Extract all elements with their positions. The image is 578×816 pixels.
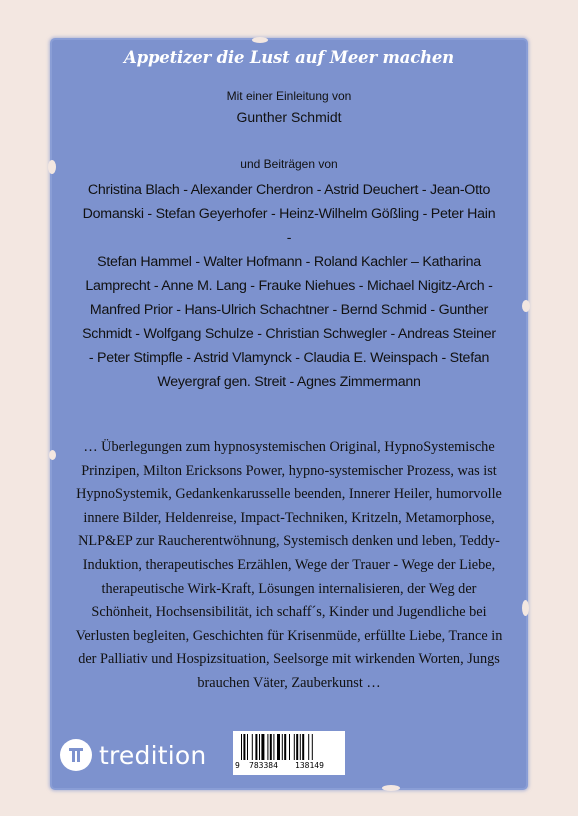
barcode-bar xyxy=(282,734,283,760)
blurb-line: Schönheit, Hochsensibilität, ich schaff´s, Kinder und Jugendliche bei xyxy=(91,604,487,621)
barcode-bar xyxy=(270,734,272,760)
barcode-bar xyxy=(312,734,313,760)
topics-blurb xyxy=(60,436,518,696)
barcode-bar xyxy=(255,734,257,760)
barcode-bar xyxy=(252,734,253,760)
contributions-line: und Beiträgen von xyxy=(240,157,338,171)
barcode-bars xyxy=(241,734,337,760)
barcode-bar xyxy=(284,734,286,760)
barcode-bar xyxy=(302,734,304,760)
barcode-bar xyxy=(261,734,264,760)
blurb-line: Verlusten begleiten, Geschichten für Krisenmüde, erfüllte Liebe, Trance in xyxy=(75,627,503,644)
barcode-bar xyxy=(296,734,298,760)
isbn-right-group: 138149 xyxy=(295,761,324,770)
barcode-bar xyxy=(247,734,248,760)
contributor-line: Stefan Hammel - Walter Hofmann - Roland Kachler – Katharina xyxy=(97,254,481,270)
barcode-bar xyxy=(289,734,290,760)
contributor-line: Lamprecht - Anne M. Lang - Frauke Niehues - Michael Nigitz-Arch - xyxy=(85,278,493,294)
barcode-bar xyxy=(267,734,268,760)
barcode-bar xyxy=(300,734,301,760)
editor-name: Gunther Schmidt xyxy=(236,109,342,125)
contributor-list xyxy=(80,178,498,394)
isbn-left-group: 783384 xyxy=(249,761,278,770)
blurb-line: brauchen Väter, Zauberkunst … xyxy=(197,674,381,691)
blurb-line: Prinzipen, Milton Ericksons Power, hypno-systemischer Prozess, was ist xyxy=(81,462,497,479)
blurb-line: der Palliativ und Hospizsituation, Seelsorge mit wirkenden Worten, Jungs xyxy=(78,651,500,668)
blurb-line: HypnoSystemik, Gedankenkarusselle beenden, Innerer Heiler, humorvolle xyxy=(76,486,502,503)
contributor-line: Domanski - Stefan Geyerhofer - Heinz-Wilhelm Gößling - Peter Hain - xyxy=(82,206,496,246)
contributor-line: Manfred Prior - Hans-Ulrich Schachtner - Bernd Schmid - Gunther xyxy=(89,302,489,318)
book-title: Appetizer die Lust auf Meer machen xyxy=(124,48,454,67)
barcode-bar xyxy=(243,734,245,760)
contributor-line: Christina Blach - Alexander Cherdron - Astrid Deuchert - Jean-Otto xyxy=(87,182,491,198)
publisher-name: tredition xyxy=(99,740,207,770)
barcode-bar xyxy=(241,734,242,760)
barcode-bar xyxy=(273,734,274,760)
blurb-line: Induktion, therapeutisches Erzählen, Wege der Trauer - Wege der Liebe, xyxy=(82,556,496,573)
isbn-barcode xyxy=(233,731,345,775)
barcode-bar xyxy=(259,734,260,760)
blurb-line: NLP&EP zur Raucherentwöhnung, Systemisch denken und leben, Teddy- xyxy=(78,533,500,550)
contributor-line: Schmidt - Wolfgang Schulze - Christian Schwegler - Andreas Steiner xyxy=(82,326,496,342)
publisher-logo xyxy=(60,737,206,773)
barcode-bar xyxy=(308,734,309,760)
intro-line: Mit einer Einleitung von xyxy=(226,89,352,103)
contributor-line: Weyergraf gen. Streit - Agnes Zimmermann xyxy=(157,374,421,390)
contributor-line: - Peter Stimpfle - Astrid Vlamynck - Claudia E. Weinspach - Stefan xyxy=(88,350,490,366)
barcode-bar xyxy=(294,734,295,760)
blurb-line: … Überlegungen zum hypnosystemischen Original, HypnoSystemische xyxy=(83,439,495,455)
isbn-lead-digit: 9 xyxy=(235,761,240,770)
barcode-bar xyxy=(277,734,280,760)
tredition-logo-icon xyxy=(60,739,92,771)
blurb-line: innere Bilder, Heldenreise, Impact-Techniken, Kritzeln, Metamorphose, xyxy=(83,509,495,526)
blurb-line: therapeutische Wirk-Kraft, Lösungen internalisieren, der Weg der xyxy=(101,580,477,597)
